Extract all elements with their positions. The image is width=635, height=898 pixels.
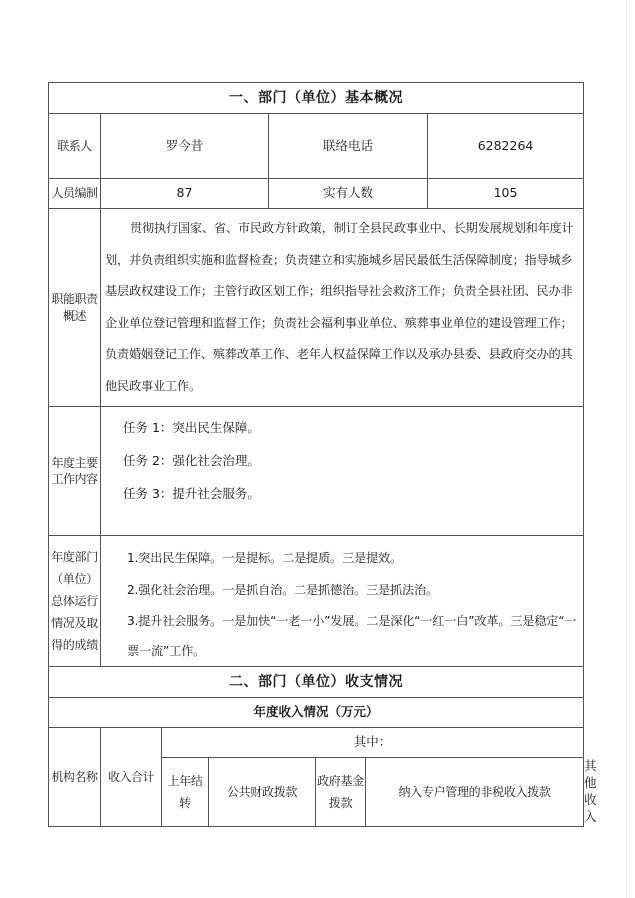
department-info-table: 一、部门（单位）基本概况 联系人 罗今昔 联络电话 6282264 人员编制 87 实有人数 105 职能职责概述 贯彻执行国家、省、市民政方针政策，制订全县民政事业中、长期发展规划和年度计划，并负责组织实施和监督检查；负责建立和实施城乡居民最低生活保障制度；指导城乡基层政权建设工作；主管行政区划工作；组织指导社会救济工作；负责全县社团、民办非企业单位登记管理和监督工作；负责社会福利事业单位、殡葬事业单位的建设管理工作；负责婚姻登记工作、殡葬改革工作、老年人权益保障工作以及承办县委、县政府交办的其他民政事业工作。 年度主要工作内容 任务 1：突出民生保障。 任务 2：强化社会治理。 任务 3：提升社会服务。 年度部门（单位）总体运行情况及取得的成绩 1.突出民生保障。一是提标。二是提质。三是提效。 2.强化社会治理。一是抓自治。二是抓德治。三是抓法治。 3.提升社会服务。一是加快“一老一小”发展。二是深化“一红一白”改革。三是稳定“一票一流”工作。 二、部门（单位）收支情况 年度收入情况（万元） 机构名称 收入合计 其中： 上年结转 公共财政拨款 政府基金拨款 纳入专户管理的非税收入拨款 其他收入 [48,82,584,827]
page-edge [626,0,627,898]
staff-quota-value: 87 [101,179,269,209]
task-item: 任务 3：提升社会服务。 [123,486,260,501]
col-total-income: 收入合计 [101,728,162,827]
tasks-label: 年度主要工作内容 [49,407,101,536]
task-item: 任务 1：突出民生保障。 [123,420,260,435]
task-item: 任务 2：强化社会治理。 [123,453,260,468]
section2-title: 二、部门（单位）收支情况 [49,667,584,698]
staff-quota-label: 人员编制 [49,179,101,209]
col-carryover: 上年结转 [162,758,209,827]
col-of-which: 其中： [162,728,584,758]
section1-title: 一、部门（单位）基本概况 [49,83,584,114]
results-list [101,536,584,667]
results-label: 年度部门（单位）总体运行情况及取得的成绩 [49,536,101,667]
duties-label: 职能职责概述 [49,209,101,407]
phone-label: 联络电话 [269,114,428,179]
tasks-list [101,407,584,536]
contact-value: 罗今昔 [101,114,269,179]
contact-label: 联系人 [49,114,101,179]
result-item: 3.提升社会服务。一是加快“一老一小”发展。二是深化“一红一白”改革。三是稳定“一票一流”工作。 [127,614,577,658]
duties-text [101,209,584,407]
actual-staff-label: 实有人数 [269,179,428,209]
col-public-finance: 公共财政拨款 [209,758,316,827]
phone-value: 6282264 [428,114,584,179]
col-org-name: 机构名称 [49,728,101,827]
duties-paragraph: 贯彻执行国家、省、市民政方针政策，制订全县民政事业中、长期发展规划和年度计划，并负责组织实施和监督检查；负责建立和实施城乡居民最低生活保障制度；指导城乡基层政权建设工作；主管行政区划工作；组织指导社会救济工作；负责全县社团、民办非企业单位登记管理和监督工作；负责社会福利事业单位、殡葬事业单位的建设管理工作；负责婚姻登记工作、殡葬改革工作、老年人权益保障工作以及承办县委、县政府交办的其他民政事业工作。 [105,221,574,393]
col-nontax-income: 纳入专户管理的非税收入拨款 [366,758,584,827]
income-title: 年度收入情况（万元） [49,698,584,728]
result-item: 2.强化社会治理。一是抓自治。二是抓德治。三是抓法治。 [127,583,438,597]
col-gov-fund: 政府基金拨款 [316,758,366,827]
actual-staff-value: 105 [428,179,584,209]
result-item: 1.突出民生保障。一是提标。二是提质。三是提效。 [127,551,402,565]
